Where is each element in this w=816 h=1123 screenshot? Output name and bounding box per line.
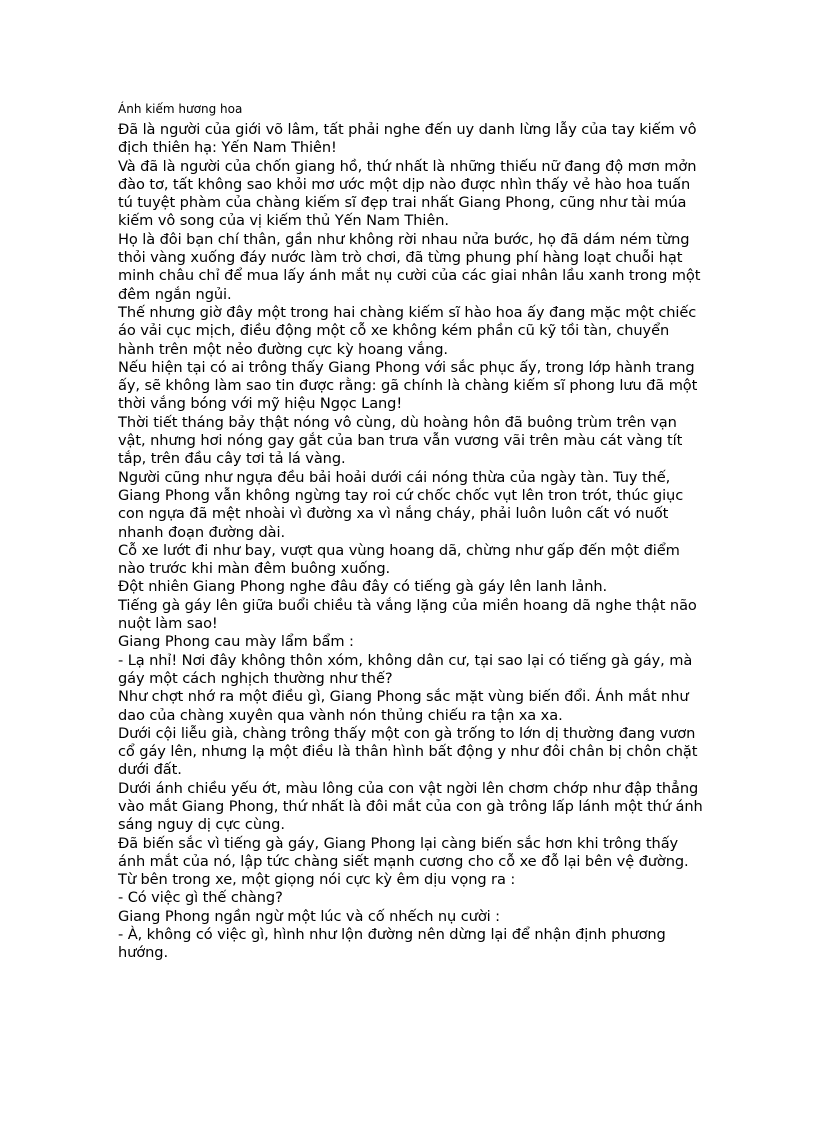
- paragraph: Tiếng gà gáy lên giữa buổi chiều tà vắng lặng của miền hoang dã nghe thật não nuột làm sao!: [118, 596, 697, 633]
- paragraph: Thời tiết tháng bảy thật nóng vô cùng, dù hoàng hôn đã buông trùm trên vạn vật, nhưng hơi nóng gay gắt của ban trưa vẫn vương vãi trên màu cát vàng tít tắp, trên đầu cây tơi tả lá vàng.: [118, 413, 683, 468]
- paragraph: - À, không có việc gì, hình như lộn đường nên dừng lại để nhận định phương hướng.: [118, 926, 666, 962]
- paragraph: - Lạ nhỉ! Nơi đây không thôn xóm, không dân cư, tại sao lại có tiếng gà gáy, mà gáy một cách nghịch thường như thế?: [118, 651, 693, 687]
- paragraph: Dưới ánh chiều yếu ớt, màu lông của con vật ngời lên chơm chớp như đập thẳng vào mắt Giang Phong, thứ nhất là đôi mắt của con gà trông lấp lánh một thứ ánh sáng nguy dị cực cùng.: [118, 779, 703, 834]
- paragraph: Như chợt nhớ ra một điều gì, Giang Phong sắc mặt vùng biến đổi. Ánh mắt như dao của chàng xuyên qua vành nón thủng chiếu ra tận xa xa.: [118, 688, 689, 724]
- paragraph: Đã biến sắc vì tiếng gà gáy, Giang Phong lại càng biến sắc hơn khi trông thấy ánh mắt của nó, lập tức chàng siết mạnh cương cho cỗ xe đỗ lại bên vệ đường.: [118, 834, 689, 870]
- document-page: [118, 100, 708, 963]
- paragraph: Thế nhưng giờ đây một trong hai chàng kiếm sĩ hào hoa ấy đang mặc một chiếc áo vải cục mịch, điều động một cỗ xe không kém phần cũ kỹ tồi tàn, chuyển hành trên một nẻo đường cực kỳ hoang vắng.: [118, 303, 697, 358]
- paragraph: Cỗ xe lướt đi như bay, vượt qua vùng hoang dã, chừng như gấp đến một điểm nào trước khi màn đêm buông xuống.: [118, 541, 680, 578]
- paragraph: - Có việc gì thế chàng?: [118, 889, 283, 907]
- paragraph: Dưới cội liễu già, chàng trông thấy một con gà trống to lớn dị thường đang vươn cổ gáy lên, nhưng lạ một điều là thân hình bất động y như đôi chân bị chôn chặt dưới đất.: [118, 724, 698, 779]
- paragraph: Đột nhiên Giang Phong nghe đâu đây có tiếng gà gáy lên lanh lảnh.: [118, 578, 608, 596]
- paragraph: Giang Phong cau mày lẩm bẩm :: [118, 633, 354, 651]
- paragraph: Đã là người của giới võ lâm, tất phải nghe đến uy danh lừng lẫy của tay kiếm vô địch thiên hạ: Yến Nam Thiên!: [118, 121, 697, 157]
- paragraph: Nếu hiện tại có ai trông thấy Giang Phong với sắc phục ấy, trong lớp hành trang ấy, sẽ không làm sao tin được rằng: gã chính là chàng kiếm sĩ phong lưu đã một thời vắng bóng với mỹ hiệu Ngọc Lang!: [118, 358, 698, 413]
- document-title: Ánh kiếm hương hoa: [118, 102, 243, 116]
- paragraph: Họ là đôi bạn chí thân, gần như không rời nhau nửa bước, họ đã dám ném từng thỏi vàng xuống đáy nước làm trò chơi, đã từng phung phí hàng loạt chuỗi hạt minh châu chỉ để mua lấy ánh mắt nụ cười của các giai nhân lầu xanh trong một đêm ngắn ngủi.: [118, 230, 701, 303]
- paragraph: Và đã là người của chốn giang hồ, thứ nhất là những thiếu nữ đang độ mơn mởn đào tơ, tất không sao khỏi mơ ước một dịp nào được nhìn thấy vẻ hào hoa tuấn tú tuyệt phàm của chàng kiếm sĩ đẹp trai nhất Giang Phong, cũng như tài múa kiếm vô song của vị kiếm thủ Yến Nam Thiên.: [118, 157, 697, 230]
- paragraph: Giang Phong ngần ngừ một lúc và cố nhếch nụ cười :: [118, 907, 500, 925]
- paragraph: Người cũng như ngựa đều bải hoải dưới cái nóng thừa của ngày tàn. Tuy thế, Giang Phong vẫn không ngừng tay roi cứ chốc chốc vụt lên tron trót, thúc giục con ngựa đã mệt nhoài vì đường xa vì nắng cháy, phải luôn luôn cất vó nuốt nhanh đoạn đường dài.: [118, 468, 684, 541]
- paragraph: Từ bên trong xe, một giọng nói cực kỳ êm dịu vọng ra :: [118, 871, 516, 889]
